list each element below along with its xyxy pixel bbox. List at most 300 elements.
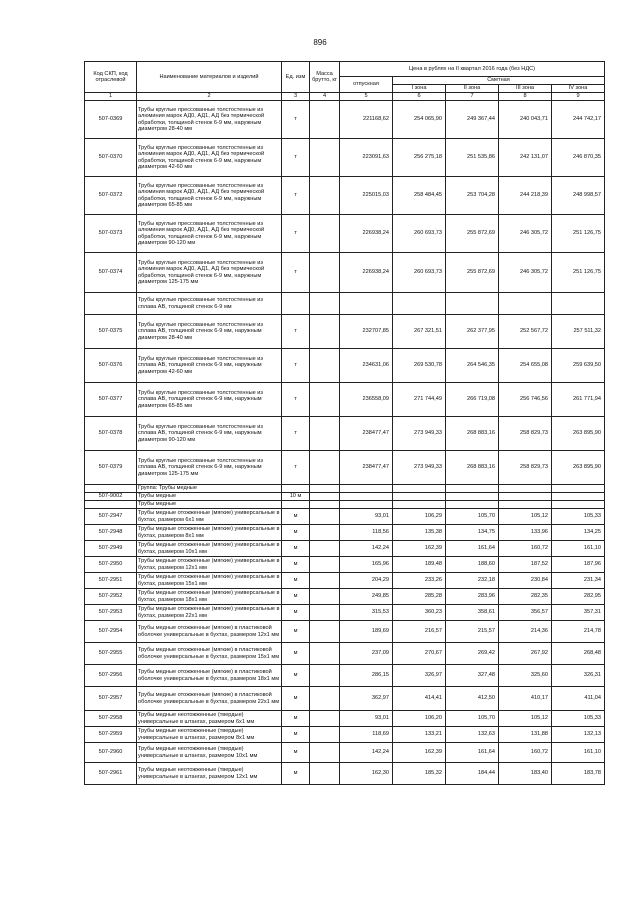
- row-zone1-price: 285,28: [393, 589, 446, 605]
- table-row: [85, 177, 605, 215]
- row-name: Трубы круглые прессованные толстостенные из алюминия марок АД0, АД1, АД без термической обработки, толщиной стенок 6-9 мм, наружным диаметром 125-175 мм: [137, 253, 282, 293]
- row-mass: [310, 349, 340, 383]
- row-zone1-price: 260 693,73: [393, 215, 446, 253]
- row-zone3-price: 131,88: [499, 727, 552, 743]
- table-row: [85, 101, 605, 139]
- row-zone3-price: 246 305,72: [499, 215, 552, 253]
- row-zone2-price: 232,18: [446, 573, 499, 589]
- row-unit: м: [282, 541, 310, 557]
- page-number: 896: [313, 38, 327, 47]
- row-zone3-price: 187,52: [499, 557, 552, 573]
- row-name: Трубы медные отожженные (мягкие) в пластиковой оболочке универсальные в бухтах, размером 12x1 мм: [137, 621, 282, 643]
- row-code: 507-0369: [85, 101, 137, 139]
- row-zone4-price: 161,10: [552, 541, 605, 557]
- row-zone1-price: 254 065,90: [393, 101, 446, 139]
- row-zone3-price: 133,96: [499, 525, 552, 541]
- row-unit: м: [282, 711, 310, 727]
- row-mass: [310, 417, 340, 451]
- header-zone-3: III зона: [499, 85, 552, 93]
- row-zone2-price: [446, 485, 499, 493]
- row-unit: м: [282, 621, 310, 643]
- row-name: Трубы медные отожженные (мягкие) в пластиковой оболочке универсальные в бухтах, размером 22x1 мм: [137, 687, 282, 711]
- row-code: 507-0374: [85, 253, 137, 293]
- row-code: 507-2961: [85, 763, 137, 785]
- row-mass: [310, 525, 340, 541]
- row-zone1-price: 256 275,18: [393, 139, 446, 177]
- row-zone2-price: 134,75: [446, 525, 499, 541]
- row-zone2-price: 412,50: [446, 687, 499, 711]
- column-index: 3: [282, 93, 310, 101]
- row-code: 507-2959: [85, 727, 137, 743]
- row-zone3-price: 254 655,08: [499, 349, 552, 383]
- row-release-price: 223091,63: [340, 139, 393, 177]
- row-unit: т: [282, 139, 310, 177]
- row-zone2-price: 132,63: [446, 727, 499, 743]
- row-code: [85, 501, 137, 509]
- row-code: 507-2951: [85, 573, 137, 589]
- row-zone3-price: [499, 493, 552, 501]
- row-zone4-price: 282,95: [552, 589, 605, 605]
- row-name: Трубы медные отожженные (мягкие) универсальные в бухтах, размером 10x1 мм: [138, 542, 280, 555]
- column-index: 8: [499, 93, 552, 101]
- row-zone4-price: 214,78: [552, 621, 605, 643]
- row-zone2-price: 269,42: [446, 643, 499, 665]
- row-zone4-price: 251 126,75: [552, 253, 605, 293]
- row-release-price: 362,97: [340, 687, 393, 711]
- row-zone1-price: 260 693,73: [393, 253, 446, 293]
- row-zone2-price: 266 719,08: [446, 383, 499, 417]
- table-row: [85, 643, 605, 665]
- row-zone1-price: [393, 293, 446, 315]
- row-zone4-price: 257 511,32: [552, 315, 605, 349]
- row-name: Трубы круглые прессованные толстостенные из сплава АВ, толщиной стенок 6-9 мм, наружным диаметром 125-175 мм: [137, 451, 282, 485]
- row-zone2-price: 327,48: [446, 665, 499, 687]
- table-row: [85, 509, 605, 525]
- row-unit: м: [282, 643, 310, 665]
- row-zone4-price: [552, 485, 605, 493]
- row-mass: [310, 743, 340, 763]
- column-index-row: [85, 93, 605, 101]
- row-release-price: 249,85: [340, 589, 393, 605]
- row-code: 507-2957: [85, 687, 137, 711]
- row-mass: [310, 589, 340, 605]
- row-unit: [282, 293, 310, 315]
- row-name: Трубы круглые прессованные толстостенные из сплава АВ, толщиной стенок 6-9 мм: [137, 293, 282, 315]
- row-code: 507-0370: [85, 139, 137, 177]
- row-release-price: 118,69: [340, 727, 393, 743]
- row-release-price: [340, 485, 393, 493]
- table-row: [85, 573, 605, 589]
- row-zone1-price: 185,32: [393, 763, 446, 785]
- row-name: Трубы круглые прессованные толстостенные из сплава АВ, толщиной стенок 6-9 мм, наружным диаметром 28-40 мм: [137, 315, 282, 349]
- row-code: 507-2960: [85, 743, 137, 763]
- row-zone3-price: 214,36: [499, 621, 552, 643]
- row-release-price: 236558,09: [340, 383, 393, 417]
- row-zone4-price: 251 126,75: [552, 215, 605, 253]
- row-unit: м: [282, 665, 310, 687]
- row-mass: [310, 485, 340, 493]
- row-zone4-price: 411,04: [552, 687, 605, 711]
- row-zone1-price: 162,39: [393, 541, 446, 557]
- row-zone3-price: 258 829,73: [499, 451, 552, 485]
- table-row: [85, 743, 605, 763]
- column-index: 6: [393, 93, 446, 101]
- table-row: [85, 383, 605, 417]
- header-zone-1: I зона: [393, 85, 446, 93]
- row-name: Трубы круглые прессованные толстостенные из сплава АВ, толщиной стенок 6-9 мм, наружным диаметром 42-60 мм: [137, 349, 282, 383]
- row-zone3-price: 246 305,72: [499, 253, 552, 293]
- row-zone3-price: 282,35: [499, 589, 552, 605]
- row-zone2-price: 215,57: [446, 621, 499, 643]
- row-unit: т: [282, 451, 310, 485]
- row-zone1-price: [393, 501, 446, 509]
- column-index: 2: [137, 93, 282, 101]
- row-code: 507-2958: [85, 711, 137, 727]
- row-release-price: 226938,24: [340, 215, 393, 253]
- row-mass: [310, 177, 340, 215]
- row-zone4-price: 244 742,17: [552, 101, 605, 139]
- row-unit: [282, 501, 310, 509]
- column-index: 9: [552, 93, 605, 101]
- row-unit: м: [282, 605, 310, 621]
- table-row: [85, 541, 605, 557]
- row-zone2-price: 105,70: [446, 711, 499, 727]
- row-zone2-price: 184,44: [446, 763, 499, 785]
- row-zone4-price: [552, 493, 605, 501]
- row-zone3-price: 325,60: [499, 665, 552, 687]
- row-unit: т: [282, 101, 310, 139]
- row-mass: [310, 493, 340, 501]
- row-code: 507-2949: [85, 541, 137, 557]
- row-zone3-price: 105,12: [499, 711, 552, 727]
- row-zone1-price: [393, 493, 446, 501]
- row-name: Трубы медные отожженные (мягкие) в пластиковой оболочке универсальные в бухтах, размером 18x1 мм: [137, 665, 282, 687]
- table-row: [85, 711, 605, 727]
- row-mass: [310, 557, 340, 573]
- row-name: Трубы медные отожженные (мягкие) универсальные в бухтах, размером 15x1 мм: [138, 574, 280, 587]
- row-unit: т: [282, 215, 310, 253]
- table-row: [85, 687, 605, 711]
- row-zone4-price: [552, 501, 605, 509]
- row-zone1-price: 269 530,78: [393, 349, 446, 383]
- row-zone3-price: 242 131,07: [499, 139, 552, 177]
- row-mass: [310, 501, 340, 509]
- row-name: Трубы медные неотожженные (твердые) универсальные в штангах, размером 10x1 мм: [137, 743, 282, 763]
- table-row: [85, 215, 605, 253]
- row-name: Трубы круглые прессованные толстостенные из алюминия марок АД0, АД1, АД без термической обработки, толщиной стенок 6-9 мм, наружным диаметром 42-60 мм: [137, 139, 282, 177]
- row-mass: [310, 215, 340, 253]
- table-row: [85, 763, 605, 785]
- row-unit: м: [282, 743, 310, 763]
- row-zone4-price: 231,34: [552, 573, 605, 589]
- row-zone4-price: 183,78: [552, 763, 605, 785]
- row-zone3-price: 160,72: [499, 743, 552, 763]
- row-zone2-price: 268 883,16: [446, 417, 499, 451]
- row-zone2-price: 249 367,44: [446, 101, 499, 139]
- row-unit: 10 м: [282, 493, 310, 501]
- group-row: [85, 485, 605, 493]
- row-unit: т: [282, 349, 310, 383]
- group-row: [85, 293, 605, 315]
- row-zone2-price: 268 883,16: [446, 451, 499, 485]
- row-name: Трубы круглые прессованные толстостенные из алюминия марок АД0, АД1, АД без термической обработки, толщиной стенок 6-9 мм, наружным диаметром 90-120 мм: [137, 215, 282, 253]
- row-mass: [310, 711, 340, 727]
- row-zone3-price: [499, 293, 552, 315]
- group-row: [85, 501, 605, 509]
- row-zone1-price: 216,57: [393, 621, 446, 643]
- row-zone2-price: 283,96: [446, 589, 499, 605]
- row-zone3-price: 240 043,71: [499, 101, 552, 139]
- row-release-price: 189,69: [340, 621, 393, 643]
- header-price-group: Цена в рублях на II квартал 2016 года (без НДС): [340, 62, 605, 77]
- row-code: 507-2956: [85, 665, 137, 687]
- row-code: 507-0372: [85, 177, 137, 215]
- column-index: 1: [85, 93, 137, 101]
- row-mass: [310, 383, 340, 417]
- table-row: [85, 417, 605, 451]
- row-release-price: 315,53: [340, 605, 393, 621]
- row-zone4-price: 261 771,94: [552, 383, 605, 417]
- row-unit: м: [282, 727, 310, 743]
- row-name: Трубы круглые прессованные толстостенные из сплава АВ, толщиной стенок 6-9 мм, наружным диаметром 65-85 мм: [137, 383, 282, 417]
- row-zone1-price: 326,97: [393, 665, 446, 687]
- row-release-price: 93,01: [340, 711, 393, 727]
- header-name: Наименование материалов и изделий: [137, 62, 282, 93]
- table-row: [85, 557, 605, 573]
- row-zone3-price: 252 567,72: [499, 315, 552, 349]
- row-zone1-price: 414,41: [393, 687, 446, 711]
- row-code: [85, 293, 137, 315]
- row-mass: [310, 293, 340, 315]
- row-release-price: 204,29: [340, 573, 393, 589]
- row-code: 507-0377: [85, 383, 137, 417]
- column-index: 7: [446, 93, 499, 101]
- row-code: 507-0375: [85, 315, 137, 349]
- row-code: 507-2954: [85, 621, 137, 643]
- row-mass: [310, 621, 340, 643]
- row-code: 507-0373: [85, 215, 137, 253]
- row-zone2-price: [446, 293, 499, 315]
- row-zone4-price: 134,25: [552, 525, 605, 541]
- row-release-price: 237,09: [340, 643, 393, 665]
- row-name: Группа: Трубы медные: [137, 485, 282, 493]
- row-release-price: [340, 293, 393, 315]
- row-unit: [282, 485, 310, 493]
- column-index: 5: [340, 93, 393, 101]
- row-zone4-price: 259 639,50: [552, 349, 605, 383]
- row-zone3-price: 258 829,73: [499, 417, 552, 451]
- row-zone2-price: 161,64: [446, 541, 499, 557]
- header-release: отпускная: [340, 77, 393, 93]
- row-mass: [310, 643, 340, 665]
- column-index: 4: [310, 93, 340, 101]
- row-unit: м: [282, 687, 310, 711]
- row-zone1-price: 271 744,49: [393, 383, 446, 417]
- row-code: 507-2953: [85, 605, 137, 621]
- row-zone2-price: 262 377,95: [446, 315, 499, 349]
- row-release-price: 226938,24: [340, 253, 393, 293]
- row-zone1-price: 258 484,45: [393, 177, 446, 215]
- row-zone4-price: 161,10: [552, 743, 605, 763]
- row-mass: [310, 605, 340, 621]
- row-zone4-price: 246 870,35: [552, 139, 605, 177]
- table-row: [85, 605, 605, 621]
- row-zone1-price: 233,26: [393, 573, 446, 589]
- table-row: [85, 621, 605, 643]
- row-zone2-price: 253 704,28: [446, 177, 499, 215]
- row-code: 507-2948: [85, 525, 137, 541]
- row-name: Трубы круглые прессованные толстостенные из алюминия марок АД0, АД1, АД без термической обработки, толщиной стенок 6-9 мм, наружным диаметром 28-40 мм: [137, 101, 282, 139]
- row-name: Трубы медные неотожженные (твердые) универсальные в штангах, размером 12x1 мм: [137, 763, 282, 785]
- row-unit: м: [282, 557, 310, 573]
- row-zone4-price: 132,13: [552, 727, 605, 743]
- row-zone4-price: [552, 293, 605, 315]
- row-zone3-price: [499, 501, 552, 509]
- table-row: [85, 315, 605, 349]
- row-unit: м: [282, 589, 310, 605]
- row-zone4-price: 263 895,90: [552, 417, 605, 451]
- row-zone1-price: 273 949,33: [393, 417, 446, 451]
- header-zone-2: II зона: [446, 85, 499, 93]
- row-release-price: [340, 493, 393, 501]
- row-zone4-price: 357,31: [552, 605, 605, 621]
- row-zone3-price: 183,40: [499, 763, 552, 785]
- row-unit: т: [282, 417, 310, 451]
- row-zone2-price: 251 535,86: [446, 139, 499, 177]
- row-code: 507-0379: [85, 451, 137, 485]
- row-zone3-price: 244 218,39: [499, 177, 552, 215]
- row-code: 507-2955: [85, 643, 137, 665]
- table-row: [85, 589, 605, 605]
- row-zone2-price: [446, 493, 499, 501]
- row-release-price: 118,56: [340, 525, 393, 541]
- header-zone-4: IV зона: [552, 85, 605, 93]
- row-zone2-price: [446, 501, 499, 509]
- row-zone1-price: [393, 485, 446, 493]
- row-mass: [310, 687, 340, 711]
- row-release-price: 221168,62: [340, 101, 393, 139]
- row-mass: [310, 451, 340, 485]
- row-name: Трубы медные отожженные (мягкие) универсальные в бухтах, размером 18x1 мм: [138, 590, 280, 603]
- row-code: 507-0378: [85, 417, 137, 451]
- table-row: [85, 349, 605, 383]
- row-release-price: 142,24: [340, 541, 393, 557]
- row-zone3-price: 256 746,56: [499, 383, 552, 417]
- row-zone1-price: 133,21: [393, 727, 446, 743]
- row-zone4-price: 263 895,90: [552, 451, 605, 485]
- row-release-price: 286,15: [340, 665, 393, 687]
- row-zone3-price: 356,57: [499, 605, 552, 621]
- row-code: 507-0376: [85, 349, 137, 383]
- row-mass: [310, 763, 340, 785]
- row-zone2-price: 188,60: [446, 557, 499, 573]
- row-zone2-price: 358,61: [446, 605, 499, 621]
- row-code: 507-2947: [85, 509, 137, 525]
- row-zone4-price: 326,31: [552, 665, 605, 687]
- row-zone1-price: 273 949,33: [393, 451, 446, 485]
- row-release-price: 238477,47: [340, 451, 393, 485]
- row-name: Трубы круглые прессованные толстостенные из алюминия марок АД0, АД1, АД без термической обработки, толщиной стенок 6-9 мм, наружным диаметром 65-85 мм: [137, 177, 282, 215]
- row-zone3-price: 160,72: [499, 541, 552, 557]
- row-zone4-price: 248 998,57: [552, 177, 605, 215]
- row-code: 507-2950: [85, 557, 137, 573]
- row-name: Трубы медные отожженные (мягкие) универсальные в бухтах, размером 12x1 мм: [138, 558, 280, 571]
- row-unit: т: [282, 253, 310, 293]
- row-name: Трубы круглые прессованные толстостенные из сплава АВ, толщиной стенок 6-9 мм, наружным диаметром 90-120 мм: [137, 417, 282, 451]
- row-zone1-price: 135,38: [393, 525, 446, 541]
- row-zone2-price: 161,64: [446, 743, 499, 763]
- row-zone3-price: 105,12: [499, 509, 552, 525]
- row-code: 507-2952: [85, 589, 137, 605]
- row-code: [85, 485, 137, 493]
- row-name: Трубы медные отожженные (мягкие) универсальные в бухтах, размером 6x1 мм: [138, 510, 280, 523]
- row-zone3-price: 230,84: [499, 573, 552, 589]
- row-zone3-price: [499, 485, 552, 493]
- header-estimate: Сметная: [393, 77, 605, 85]
- row-zone4-price: 105,33: [552, 711, 605, 727]
- row-zone1-price: 162,39: [393, 743, 446, 763]
- table-row: [85, 665, 605, 687]
- row-mass: [310, 727, 340, 743]
- header-mass: Масса брутто, кг: [310, 62, 340, 93]
- header-unit: Ед. изм: [282, 62, 310, 93]
- row-release-price: 225015,03: [340, 177, 393, 215]
- table-row: [85, 727, 605, 743]
- row-release-price: 162,30: [340, 763, 393, 785]
- row-name: Трубы медные отожженные (мягкие) в пластиковой оболочке универсальные в бухтах, размером 15x1 мм: [137, 643, 282, 665]
- row-name: Трубы медные отожженные (мягкие) универсальные в бухтах, размером 8x1 мм: [138, 526, 280, 539]
- row-unit: т: [282, 177, 310, 215]
- row-zone1-price: 106,20: [393, 711, 446, 727]
- table-row: [85, 525, 605, 541]
- table-row: [85, 139, 605, 177]
- row-zone2-price: 105,70: [446, 509, 499, 525]
- row-release-price: 238477,47: [340, 417, 393, 451]
- row-mass: [310, 541, 340, 557]
- group-row: [85, 493, 605, 501]
- row-zone1-price: 267 321,51: [393, 315, 446, 349]
- row-release-price: 232707,85: [340, 315, 393, 349]
- row-mass: [310, 139, 340, 177]
- row-code: 507-9002: [85, 493, 137, 501]
- price-table: [84, 61, 605, 785]
- row-unit: м: [282, 525, 310, 541]
- table-row: [85, 253, 605, 293]
- row-name: Трубы медные: [137, 493, 282, 501]
- row-mass: [310, 101, 340, 139]
- row-unit: м: [282, 509, 310, 525]
- table-row: [85, 451, 605, 485]
- row-release-price: 234631,06: [340, 349, 393, 383]
- row-zone1-price: 360,23: [393, 605, 446, 621]
- row-release-price: 93,01: [340, 509, 393, 525]
- row-release-price: 165,96: [340, 557, 393, 573]
- row-mass: [310, 253, 340, 293]
- row-zone2-price: 264 546,35: [446, 349, 499, 383]
- row-zone4-price: 187,96: [552, 557, 605, 573]
- row-zone3-price: 267,92: [499, 643, 552, 665]
- row-zone1-price: 106,29: [393, 509, 446, 525]
- row-unit: м: [282, 573, 310, 589]
- header-code: Код СКП, код отраслевой: [85, 62, 137, 93]
- row-release-price: [340, 501, 393, 509]
- row-mass: [310, 573, 340, 589]
- row-name: Трубы медные неотожженные (твердые) универсальные в штангах, размером 8x1 мм: [137, 727, 282, 743]
- row-name: Трубы медные неотожженные (твердые) универсальные в штангах, размером 6x1 мм: [137, 711, 282, 727]
- row-unit: т: [282, 383, 310, 417]
- row-unit: м: [282, 763, 310, 785]
- row-zone2-price: 255 872,69: [446, 253, 499, 293]
